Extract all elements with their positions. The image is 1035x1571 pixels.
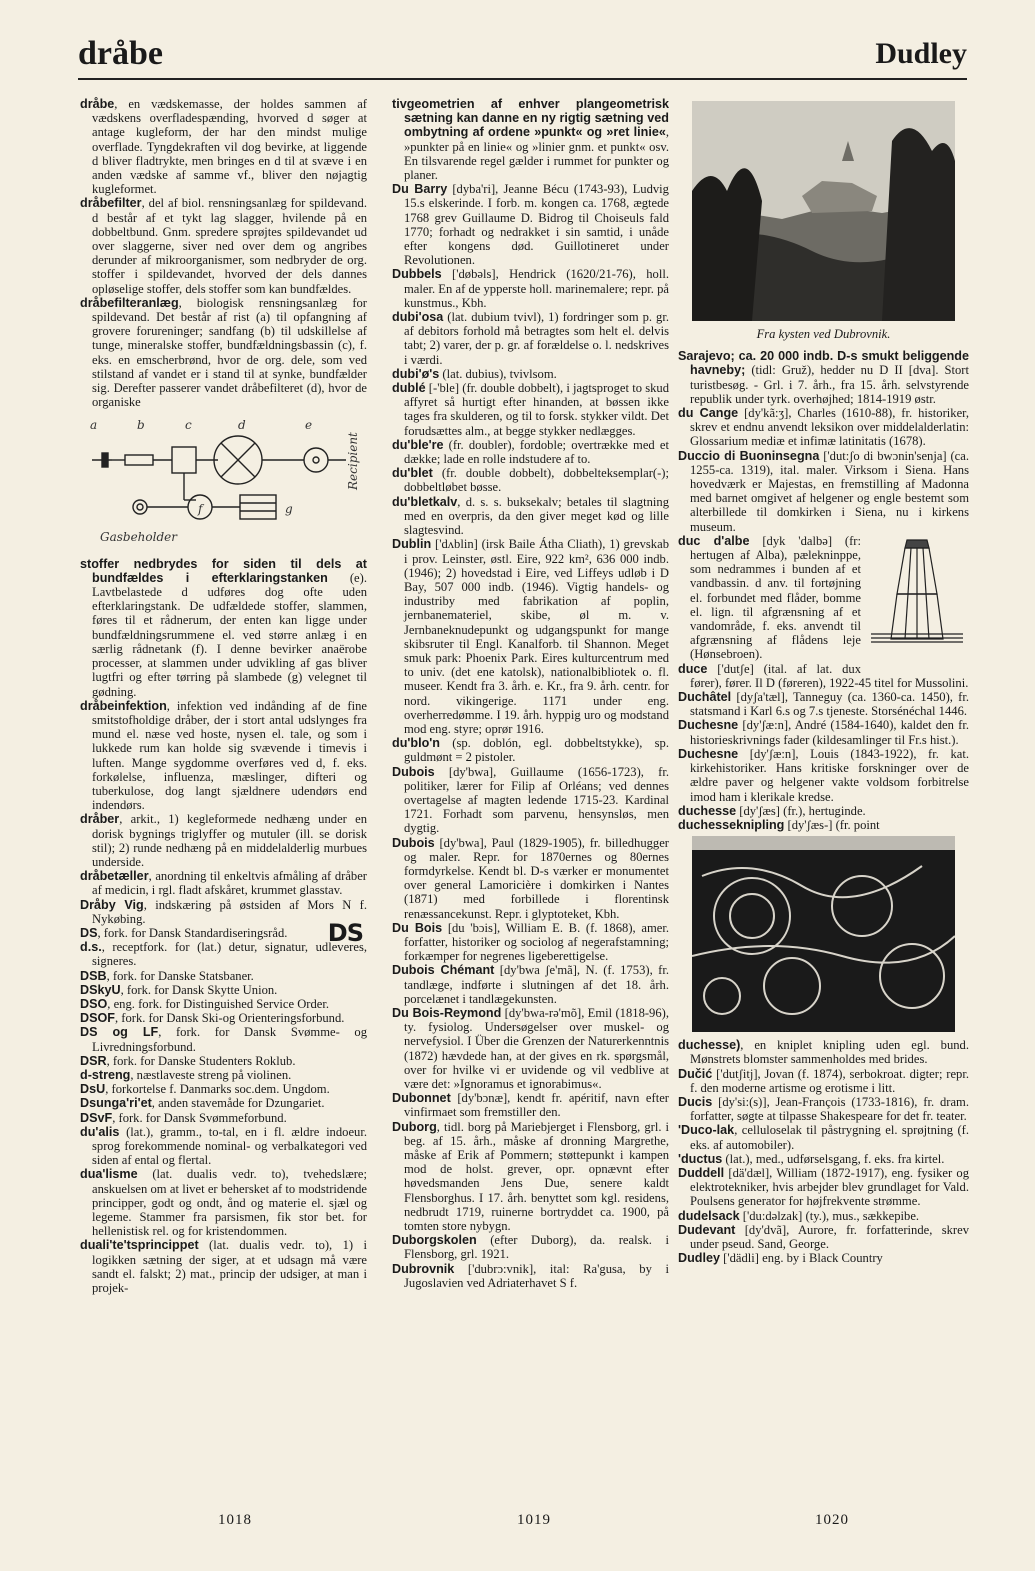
column-1 <box>80 97 367 1497</box>
page-number: 1018 <box>218 1512 252 1528</box>
entry: Sarajevo; ca. 20 000 indb. D-s smukt beliggende havneby; (tidl: Gruž), hedder nu D II [dva]. Stort turistbesøg. - Grl. i 7. årh., fra 15. årh. selvstyrende republik under tyrk. overhøjhed; 1814-1919 østr. <box>678 349 969 406</box>
entry: DsU, forkortelse f. Danmarks soc.dem. Ungdom. <box>80 1082 330 1097</box>
entry: du'blo'n (sp. doblón, egl. dobbeltstykke), sp. guldmønt = 2 pistoler. <box>392 736 669 765</box>
entry: Du Bois-Reymond [dy'bwa-rə'mõ], Emil (1818-96), ty. fysiolog. Undersøgelser over muskel- og nervefysiol. I Über die Grenzen der Naturerkenntnis (1872) hævdede han, at der gives en rk. spørgsmål, over for hvilke vi er uvidende og vil vedblive at være det: »Ignoramus et ignorabimus«. <box>392 1006 669 1092</box>
entry: dudelsack ['du:dəlzak] (ty.), mus., sækkepibe. <box>678 1208 920 1223</box>
entry: 'ductus (lat.), med., udførselsgang, f. eks. fra kirtel. <box>678 1151 945 1166</box>
entry: Dubois Chémant [dy'bwa ʃe'mã], N. (f. 1753), fr. tandlæge, indførte i slutningen af det 18. årh. porcelænet i tandlægekunsten. <box>392 963 669 1006</box>
headword: Dråby Vig <box>80 897 144 912</box>
entry: duali'te'tsprincippet (lat. dualis vedr. to), 1) i logikken sætning der siger, at et udsagn må være sandt el. falskt; 2) mat., princip der udsiger, at man i projek- <box>80 1238 367 1296</box>
headword: duchesse <box>678 803 737 818</box>
headword: du'blo'n <box>392 736 440 751</box>
headword: Dučić <box>678 1066 713 1081</box>
entry: dublé [-'ble] (fr. double dobbelt), i jagtsproget to skud affyret så hurtigt efter hinanden, at bøssen ikke tages fra skulderen, og til to forsk. stykker vildt. Det forudsættes alm., at begge stykker nedlægges. <box>392 381 669 438</box>
headword: 'ductus <box>678 1151 723 1166</box>
header-left-headword: dråbe <box>78 35 163 72</box>
headword: DSOF <box>80 1011 115 1026</box>
headword: DSvF <box>80 1110 113 1125</box>
headword: du'ble're <box>392 437 444 452</box>
page-number: 1020 <box>815 1512 849 1528</box>
entry: dubi'ø's (lat. dubius), tvivlsom. <box>392 366 557 381</box>
entry: Dubonnet [dy'bɔnæ], kendt fr. apéritif, navn efter vinfirmaet som fremstiller den. <box>392 1091 669 1120</box>
entry: Duddell [dä'dæl], William (1872-1917), eng. fysiker og elektrotekniker, hvis arbejder blev grundlaget for Vald. Poulsens generator for højfrekvente strømme. <box>678 1165 969 1209</box>
entry: Dučić ['dutʃitj], Jovan (f. 1874), serbokroat. digter; repr. f. den moderne artisme og erotisme i litt. <box>678 1066 969 1095</box>
entry: DS, fork. for Dansk Standardiseringsråd. <box>80 925 288 940</box>
entry: dråbefilteranlæg, biologisk rensningsanlæg for spildevand. Det består af rist (a) til opfangning af grovere forureninger; sandfang (b) til udskillelse af tunge, mineralske stoffer, bundfældningsbassin (c), f. eks. en emscherbrønd, hvor de org. dele, som ved stilstand af vandet er i stand til at synke, bundfælder sig. Derefter passerer vandet dråbefilteret (d), hvor de organiske <box>80 295 367 410</box>
entry: Duchesne [dy'ʃæ:n], André (1584-1640), kaldet den fr. historieskrivnings fader (kildesamlinger til Fr.s hist.). <box>678 718 969 747</box>
headword: stoffer nedbrydes for siden til dels at bundfældes i efterklaringstanken <box>80 556 367 585</box>
headword: duchesseknipling <box>678 817 785 832</box>
headword: dråbetæller <box>80 869 149 884</box>
headword: Duborgskolen <box>392 1233 477 1248</box>
headword: Dsunga'ri'et <box>80 1096 152 1111</box>
diagram-label-e: e <box>305 418 313 433</box>
headword: DSR <box>80 1053 107 1068</box>
diagram-label-recipient: Recipient <box>346 432 360 491</box>
headword: dubi'osa <box>392 310 444 325</box>
entry: Dubbels ['døbəls], Hendrick (1620/21-76), holl. maler. En af de ypperste holl. marinemalere; repr. på kunstmus., Kbh. <box>392 267 669 310</box>
entry: stoffer nedbrydes for siden til dels at bundfældes i efterklaringstanken (e). Lavtbelastede d udføres dog ofte uden efterklaringstank. De udfældede stoffer, slammen, føres til et rådnerum, der enten kan ligge under bundfældningsrummene el. ved større anlæg i en særlig rådnetank (f). I denne bevirker anaërobe processer, at slammen under udvikling af gas bliver lugtfri og efter tørring på slambede (g) velegnet til gødning. <box>80 556 367 699</box>
headword: duali'te'tsprincippet <box>80 1238 199 1253</box>
entry: duchesseknipling [dy'ʃæs-] (fr. point <box>678 817 880 832</box>
headword: DSkyU <box>80 982 121 997</box>
entry: Dublin ['dʌblin] (irsk Baile Átha Cliath), 1) grevskab i prov. Leinster, østl. Eire, 922 km², 636 000 indb. (1946); 2) hovedstad i Eire, ved Liffeys udløb i D Bay, 507 000 indb. (1946). Vigtig handels- og industriby med fabrikation af poplin, jernbanemateriel, skibe, øl m. v. Jernbaneknudepunkt og udgangspunkt for mange skibsruter til Engl. Kanalforb. til Shannon. Meget smuk park: Phoenix Park. Eires kulturcentrum med to univ. (det ene katolsk), nationalbibliotek o. fl. museer. Kendt fra 3. årh. e. Kr., fra 9. årh. centr. for nord. vikingerige. 1171 under eng. overherredømme. I 19. årh. hyppig uro og modstand mod eng. styre; oprør 1916. <box>392 537 669 736</box>
headword: Du Bois-Reymond <box>392 1006 502 1020</box>
diagram-drawing <box>92 436 346 519</box>
page-number: 1019 <box>517 1512 551 1528</box>
headword: duc d'albe <box>678 533 750 548</box>
header-right-headword: Dudley <box>875 37 967 70</box>
entry: Duccio di Buoninsegna ['dut:ʃo di bwɔnin'senja] (ca. 1255-ca. 1319), ital. maler. Virksom i Siena. Hans hovedværk er Majestas, en fremstilling af Madonna med barnet omgivet af helgener og engle bestemt som alterbillede til domkirken i Siena, nu i kirkens museum. <box>678 448 969 534</box>
entry: dråbefilter, del af biol. rensningsanlæg for spildevand. d består af et tykt lag slagger, hvilende på en dobbeltbund. Gnm. spredere sprøjtes spildevandet ud over slaggerne, siver ned over dem og angribes derunder af mikroorganismer, som nedbryder de org. stoffer i spildevandet, hvorved der dels dannes opløselige stoffer, dels stoffer som kan bundfældes. <box>80 196 367 296</box>
entry: dubi'osa (lat. dubium tvivl), 1) fordringer som p. gr. af debitors forhold må betragtes som helt el. delvis tabt; 2) varer, der p. gr. af forældelse o. l. nedskrives i værdi. <box>392 310 669 367</box>
headword: Dubois <box>392 835 435 850</box>
headword: DSO <box>80 996 108 1011</box>
diagram-label-g: g <box>285 502 293 517</box>
headword: Duddell <box>678 1165 725 1180</box>
headword: d.s. <box>80 940 102 955</box>
entry: Dsunga'ri'et, anden stavemåde for Dzungariet. <box>80 1096 325 1111</box>
entry: dråber, arkit., 1) kegleformede nedhæng under en dorisk bygnings triglyffer og mutuler (ill. se dorisk stil); 2) runde nedhæng på en middelalderlig murbues underside. <box>80 812 367 869</box>
headword: duce <box>678 661 708 676</box>
treatment-plant-diagram <box>80 415 367 547</box>
lace-photo <box>692 836 955 1032</box>
headword: DsU <box>80 1082 106 1097</box>
diagram-label-c: c <box>185 418 192 433</box>
headword: Duchesne <box>678 718 739 733</box>
headword: dråbefilter <box>80 196 142 211</box>
entry: Ducis [dy'si:(s)], Jean-François (1733-1816), fr. dram. forfatter, søgte at tilpasse Shakespeare for det fr. teater. <box>678 1094 969 1124</box>
headword: du'bletkalv <box>392 494 458 509</box>
entry: du'alis (lat.), gramm., to-tal, en i fl. ældre indoeur. sprog forekommende nominal- og verbalkategori ved siden af ental og flertal. <box>80 1124 367 1168</box>
entry: tivgeometrien af enhver plangeometrisk sætning kan danne en ny rigtig sætning ved ombytning af ordene »punkt« og »ret linie«, »punkter på en linie« og »linier gnm. et punkt« osv. En tilsvarende regel gælder i rummet for punkter og planer. <box>392 97 669 183</box>
entry: DSO, eng. fork. for Distinguished Service Order. <box>80 996 330 1011</box>
headword: Duchesne <box>678 746 739 761</box>
entry: 'Duco-lak, celluloselak til påstrygning el. sprøjtning (f. eks. af automobiler). <box>678 1123 969 1152</box>
headword: Dubois <box>392 764 435 779</box>
headword: dråbefilteranlæg <box>80 295 179 310</box>
headword: d-streng <box>80 1067 131 1082</box>
diagram-label-a: a <box>90 418 98 433</box>
entry: d-streng, næstlaveste streng på violinen. <box>80 1067 292 1082</box>
entry: Dubrovnik ['dubrɔ:vnik], ital: Ra'gusa, by i Jugoslavien ved Adriaterhavet S f. <box>392 1261 669 1290</box>
headword: dua'lisme <box>80 1167 138 1182</box>
headword: Dubonnet <box>392 1091 451 1106</box>
entry: duce ['dutʃe] (ital. af lat. dux fører), fører. Il D (føreren), 1922-45 titel for Mussolini. <box>678 661 969 690</box>
entry: Duborgskolen (efter Duborg), da. realsk. i Flensborg, grl. 1921. <box>392 1233 669 1262</box>
headword: Dublin <box>392 537 432 552</box>
entry: du Cange [dy'kã:ʒ], Charles (1610-88), fr. historiker, skrev et endnu anvendt leksikon over middelalderlatin: Glossarium mediæ et infimæ latinitatis (1678). <box>678 406 969 449</box>
entry: DSvF, fork. for Dansk Svømmeforbund. <box>80 1110 287 1125</box>
entry: du'bletkalv, d. s. s. buksekalv; betales til slagtning med en overpris, da den giver meget kød og lille slagtesvind. <box>392 494 669 538</box>
entry: DS og LF, fork. for Dansk Svømme- og Livredningsforbund. <box>80 1025 367 1054</box>
headword: Duchâtel <box>678 690 732 705</box>
diagram-label-f: f <box>198 502 203 517</box>
headword: tivgeometrien af enhver plangeometrisk sætning kan danne en ny rigtig sætning ved ombytning af ordene »punkt« og »ret linie« <box>392 97 669 140</box>
headword: Duborg <box>392 1119 437 1134</box>
headword: Du Bois <box>392 920 443 935</box>
headword: du'blet <box>392 466 433 481</box>
dubrovnik-photo <box>692 101 955 321</box>
column-3 <box>678 97 969 1497</box>
entry: Du Bois [du 'bɔis], William E. B. (f. 1868), amer. forfatter, historiker og sociolog af negerafstamning; forkæmper for negrenes ligeberettigelse. <box>392 920 669 964</box>
headword: Du Barry <box>392 182 448 197</box>
duc-dalbe-illustration <box>867 534 967 662</box>
diagram-label-b: b <box>137 418 145 433</box>
running-header <box>78 34 967 80</box>
headword: Dudevant <box>678 1222 736 1237</box>
entry: Dubois [dy'bwa], Guillaume (1656-1723), fr. politiker, lærer for Filip af Orléans; ved dennes overtagelse af magten ledende 1715-23. Kardinal 1721. Forhadt som parvenu, hensynsløs, men dygtig. <box>392 764 669 836</box>
headword: Dudley <box>678 1251 720 1266</box>
entry: Dubois [dy'bwa], Paul (1829-1905), fr. billedhugger og maler. Repr. for 1870ernes og 80ernes formdyrkelse. Kendt bl. D-s værker er monumentet over general Lamoricière i domkirken i Nantes (1871) med forbillede i florentinsk renæssancekunst. Repr. i glyptoteket, Kbh. <box>392 835 669 921</box>
entry: duchesse), en kniplet knipling uden egl. bund. Mønstrets blomster sammenholdes med brides. <box>678 1038 969 1067</box>
entry: Dudley ['dädli] eng. by i Black Country <box>678 1251 883 1266</box>
headword: dråbeinfektion <box>80 698 167 713</box>
entry: Du Barry [dyba'ri], Jeanne Bécu (1743-93), Ludvig 15.s elskerinde. I forb. m. kongen ca. 1768, ægtede 1768 grev Guillaume D. Bidrog til Choiseuls fald 1770; forhadt og nedrakket i sin samtid, i unåde efter kongens død. Guillotineret under Revolutionen. <box>392 182 669 268</box>
headword: dublé <box>392 381 426 396</box>
diagram-label-d: d <box>238 418 246 433</box>
entry: du'ble're (fr. doubler), fordoble; overtrække med et dække; lade en rolle indstudere af to. <box>392 437 669 467</box>
headword: du Cange <box>678 406 739 421</box>
headword: DS <box>80 925 98 940</box>
entry: dråbeinfektion, infektion ved indånding af de fine smitstofholdige dråber, der i stort antal udslynges fra mund el. næse ved hoste, nysen el. tale, og som i lukkede rum kan holde sig svævende i timevis i luften. Mange sygdomme overføres ved d, f. eks. forkølelse, influenza, mæslinger, difteri og tuberkulose, dog langt sjældnere udendørs end indendørs. <box>80 698 367 813</box>
headword: duchesse) <box>678 1038 741 1053</box>
entry: DSkyU, fork. for Dansk Skytte Union. <box>80 982 278 997</box>
entry: duchesse [dy'ʃæs] (fr.), hertuginde. <box>678 803 866 818</box>
entry: dua'lisme (lat. dualis vedr. to), tvehedslære; anskuelsen om at livet er behersket af to modstridende principper, godt og ondt, ånd og materie el. sjæl og legeme. Stammer fra parsismen, fik stor bet. for hellenistisk rel. og for kristendommen. <box>80 1167 367 1239</box>
entry: dråbe, en vædskemasse, der holdes sammen af vædskens overfladespænding, hvorved d søger at antage kugleform, der har den mindst mulige overflade. Tyngdekraften vil dog bevirke, at liggende d bliver fladtrykte, men bringes en d til at svæve i en anden vædske af samme vf., bliver den nøjagtig kugleformet. <box>80 97 367 197</box>
headword: du'alis <box>80 1124 120 1139</box>
column-2 <box>392 97 669 1497</box>
diagram-label-gasbeholder: Gasbeholder <box>100 530 177 545</box>
headword: Duccio di Buoninsegna <box>678 448 820 463</box>
entry: Dråby Vig, indskæring på østsiden af Mors N f. Nykøbing. <box>80 897 367 926</box>
photo-caption: Fra kysten ved Dubrovnik. <box>756 327 891 341</box>
headword: dubi'ø's <box>392 366 440 381</box>
entry: du'blet (fr. double dobbelt), dobbelteksemplar(-); dobbeltløbet bøsse. <box>392 466 669 495</box>
headword: DS og LF <box>80 1025 159 1040</box>
entry: d.s., receptfork. for (lat.) detur, signatur, udleveres, signeres. <box>80 940 367 969</box>
headword: Sarajevo; ca. 20 000 indb. D-s smukt beliggende havneby; <box>678 349 969 378</box>
headword: DSB <box>80 968 107 983</box>
ds-logo: DS <box>327 918 363 947</box>
headword: 'Duco-lak <box>678 1123 735 1138</box>
headword: dråber <box>80 812 120 827</box>
entry: Duborg, tidl. borg på Mariebjerget i Flensborg, grl. i beg. af 15. årh., måske af dronning Margrethe, måske af Erik af Pommern; støttepunkt i kampen mod de holst. grever, opr. opnævnt efter høvedsmanden Jens Due, senere kaldt Flensborghus. I 17. årh. benyttet som kgl. residens, nedbrudt 1719, ruinerne bortryddet ca. 1900, på tomten store nybygn. <box>392 1119 669 1234</box>
headword: Dubbels <box>392 267 442 282</box>
headword: dudelsack <box>678 1208 740 1223</box>
entry: DSOF, fork. for Dansk Ski-og Orienteringsforbund. <box>80 1011 345 1026</box>
headword: Dubois Chémant <box>392 963 495 978</box>
entry: Dudevant [dy'dvã], Aurore, fr. forfatterinde, skrev under pseud. Sand, George. <box>678 1222 969 1251</box>
headword: Ducis <box>678 1094 713 1109</box>
entry: DSB, fork. for Danske Statsbaner. <box>80 968 254 983</box>
entry: dråbetæller, anordning til enkeltvis afmåling af dråber af medicin, i rgl. fladt afskåret, krummet glasstav. <box>80 869 367 898</box>
entry: Duchesne [dy'ʃæ:n], Louis (1843-1922), fr. kat. kirkehistoriker. Hans kritiske forskninger over de ældre paver og helgener vakte voldsom forbitrelse imod ham i klerikale kredse. <box>678 746 969 804</box>
headword: dråbe <box>80 97 115 111</box>
headword: Dubrovnik <box>392 1261 455 1276</box>
entry: duc d'albe [dyk 'dalbə] (fr: hertugen af Alba), pælekninppe, som nedrammes i bunden af et vandbassin. d anv. til fortøjning el. forbundet med flåder, bomme el. lign. til afgrænsning af et vandområde, f. eks. anvendt til afgrænsning af flådens leje (Hønsebroen). <box>678 533 861 662</box>
entry: Duchâtel [dyʃa'tæl], Tanneguy (ca. 1360-ca. 1450), fr. statsmand i Karl 6.s og 7.s tjeneste. Storsénéchal 1446. <box>678 690 969 719</box>
entry: DSR, fork. for Danske Studenters Roklub. <box>80 1053 296 1068</box>
